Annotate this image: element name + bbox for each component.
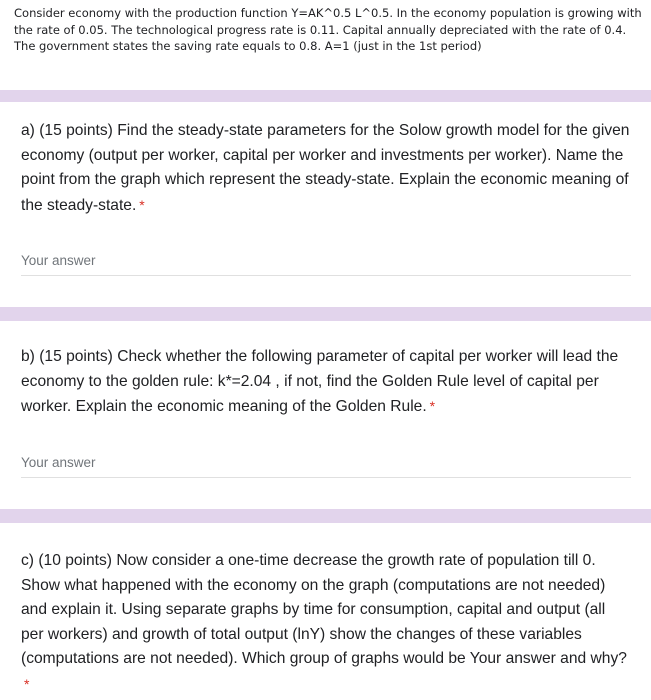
form-description xyxy=(0,0,651,80)
question-c-title xyxy=(21,549,631,697)
section-divider xyxy=(0,90,651,102)
question-b-title xyxy=(21,345,631,420)
question-c-text: c) (10 points) Now consider a one-time decrease the growth rate of population till 0. Show what happened with the economy on the graph (computations are not needed) and explain it. Using separate graphs by time for consumption, capital and output (all per workers) and growth of total output (lnY) show the changes of these variables (computations are not needed). Which group of graphs would be Your answer and why? xyxy=(21,552,627,667)
required-asterisk: * xyxy=(429,398,436,414)
question-b-text: b) (15 points) Check whether the following parameter of capital per worker will lead the economy to the golden rule: k*=2.04 , if not, find the Golden Rule level of capital per worker. Explain the economic meaning of the Golden Rule. xyxy=(21,348,619,415)
question-card-a xyxy=(0,102,651,307)
section-divider xyxy=(0,307,651,321)
description-text: Consider economy with the production function Y=AK^0.5 L^0.5. In the economy population is growing with the rate of 0.05. The technological progress rate is 0.11. Capital annually depreciated with the rate of 0.4. The government states the saving rate equals to 0.8. A=1 (just in the 1st period) xyxy=(14,6,642,53)
required-asterisk: * xyxy=(139,196,145,213)
answer-input-a[interactable] xyxy=(21,245,631,276)
answer-input-b[interactable] xyxy=(21,447,631,478)
question-a-title xyxy=(21,119,631,218)
section-divider xyxy=(0,509,651,523)
required-asterisk: * xyxy=(24,675,30,692)
question-card-c xyxy=(0,523,651,700)
question-a-text: a) (15 points) Find the steady-state parameters for the Solow growth model for the given economy (output per worker, capital per worker and investments per worker). Name the point from the graph which represent the steady-state. Explain the economic meaning of the steady-state. xyxy=(21,122,630,214)
question-card-b xyxy=(0,321,651,509)
